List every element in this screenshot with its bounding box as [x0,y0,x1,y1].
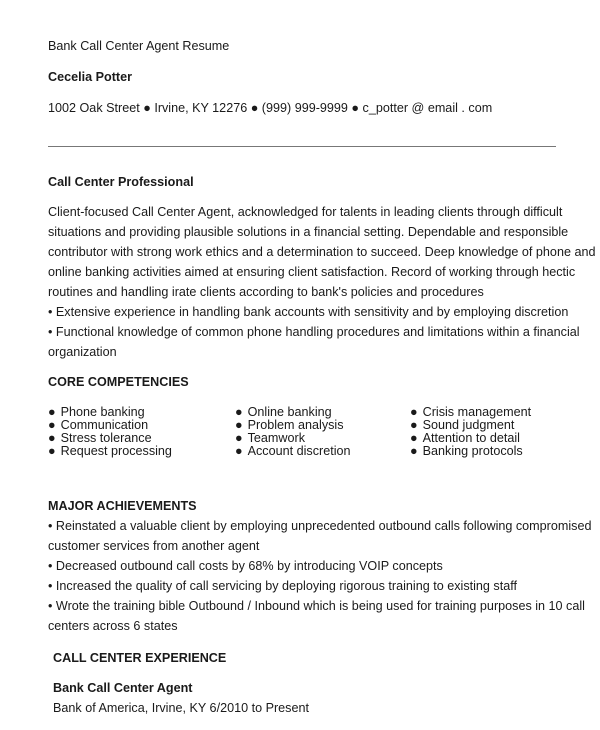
competency-item: ● Communication [48,418,149,432]
competency-item: ● Attention to detail [410,431,520,445]
achievements-heading: MAJOR ACHIEVEMENTS [48,499,197,513]
bullet-icon: ● [410,405,418,419]
competency-item: ● Account discretion [235,444,351,458]
bullet-icon: ● [48,431,56,445]
competency-item: ● Problem analysis [235,418,344,432]
summary-line: situations and providing plausible solutions in a financial setting. Dependable and responsible [48,225,569,239]
competency-item: ● Banking protocols [410,444,523,458]
bullet-icon: ● [48,405,56,419]
bullet-icon: ● [410,418,418,432]
bullet-icon: ● [235,431,243,445]
competency-item: ● Sound judgment [410,418,515,432]
achievement-item: • Decreased outbound call costs by 68% by introducing VOIP concepts [48,559,443,573]
bullet-icon: ● [48,444,56,458]
bullet-icon: ● [410,431,418,445]
contact-info: 1002 Oak Street ● Irvine, KY 12276 ● (999) 999-9999 ● c_potter @ email . com [48,101,493,115]
competency-item: ● Stress tolerance [48,431,152,445]
job-employer-dates: Bank of America, Irvine, KY 6/2010 to Present [53,701,309,715]
section-divider [48,146,556,147]
bullet-icon: ● [235,405,243,419]
experience-heading: CALL CENTER EXPERIENCE [53,651,227,665]
summary-line: routines and handling irate clients according to bank's policies and procedures [48,285,484,299]
job-title: Bank Call Center Agent [53,681,193,695]
achievement-item: • Wrote the training bible Outbound / Inbound which is being used for training purposes in 10 call [48,599,585,613]
achievement-item: centers across 6 states [48,619,178,633]
competency-item: ● Crisis management [410,405,532,419]
candidate-name: Cecelia Potter [48,70,132,84]
achievement-item: • Increased the quality of call servicing by deploying rigorous training to existing staff [48,579,518,593]
bullet-icon: ● [410,444,418,458]
summary-bullet: • Functional knowledge of common phone handling procedures and limitations within a financial [48,325,580,339]
summary-line: Client-focused Call Center Agent, acknowledged for talents in leading clients through difficult [48,205,563,219]
bullet-icon: ● [48,418,56,432]
document-title: Bank Call Center Agent Resume [48,39,230,53]
competency-item: ● Phone banking [48,405,145,419]
competencies-heading: CORE COMPETENCIES [48,375,189,389]
competency-item: ● Online banking [235,405,332,419]
bullet-icon: ● [235,418,243,432]
bullet-icon: ● [235,444,243,458]
summary-bullet: • Extensive experience in handling bank accounts with sensitivity and by employing discretion [48,305,569,319]
achievement-item: customer services from another agent [48,539,260,553]
achievement-item: • Reinstated a valuable client by employing unprecedented outbound calls following compromised [48,519,592,533]
summary-line: contributor with strong work ethics and a determination to succeed. Deep knowledge of phone and [48,245,596,259]
summary-line: online banking activities aimed at ensuring client satisfaction. Record of working through hectic [48,265,576,279]
competency-item: ● Teamwork [235,431,305,445]
summary-line: organization [48,345,117,359]
summary-heading: Call Center Professional [48,175,194,189]
competency-item: ● Request processing [48,444,172,458]
